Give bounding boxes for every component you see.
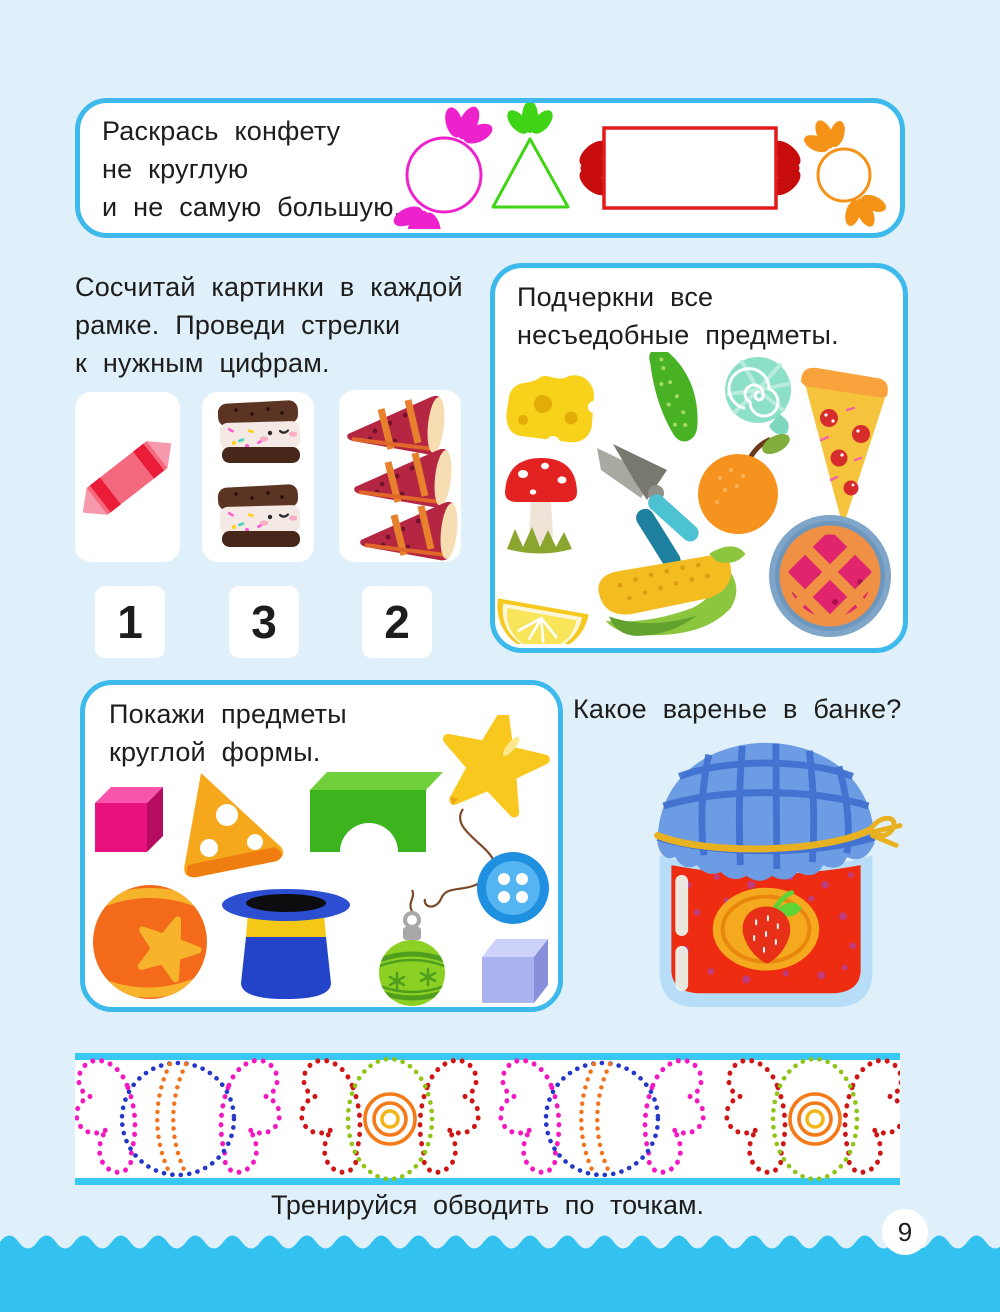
count-frame-ice-cream <box>202 392 314 562</box>
pruning-shears-icon <box>597 444 702 573</box>
round-orange-small-candy-icon <box>795 110 894 229</box>
task3-line1: Подчеркни все <box>517 282 714 312</box>
task4-box <box>80 680 563 1012</box>
jam-jar-icon <box>628 726 904 1014</box>
pizza-slice-icon <box>801 368 888 527</box>
round-magenta-candy-icon <box>392 103 502 229</box>
number-1: 1 <box>117 596 143 648</box>
number-3: 3 <box>251 596 277 648</box>
task1-box <box>75 98 905 238</box>
cheese-icon <box>506 375 600 450</box>
count-frame-pie <box>339 390 461 562</box>
wrapped-candy-icon <box>75 392 180 562</box>
pie-slices-icon <box>339 390 461 562</box>
page-number <box>882 1209 928 1255</box>
task4-line1: Покажи предметы <box>109 699 347 729</box>
tracing-caption: Тренируйся обводить по точкам. <box>270 1190 705 1220</box>
lavender-cube-icon <box>482 939 548 1003</box>
task2-line1: Сосчитай картинки в каждой <box>75 272 463 302</box>
number-2: 2 <box>384 596 410 648</box>
seashell-icon <box>725 357 791 434</box>
christmas-ornament-icon <box>377 890 447 1006</box>
cheese-wedge-icon <box>184 771 283 877</box>
dotted-candy-round-2 <box>501 1060 704 1175</box>
task4-items <box>85 715 558 1007</box>
task1-line1: Раскрась конфету <box>102 116 341 146</box>
task2-line3: к нужным цифрам. <box>75 348 330 378</box>
task3-items <box>495 352 900 644</box>
rectangle-red-candy-icon <box>575 128 805 208</box>
ice-cream-sandwiches-icon <box>202 392 314 562</box>
button-icon <box>477 852 549 924</box>
task2-line2: рамке. Проведи стрелки <box>75 310 401 340</box>
magenta-cube-icon <box>95 787 163 852</box>
tracing-strip <box>75 1053 900 1185</box>
task1-candies <box>392 103 897 229</box>
task4-line2: круглой формы. <box>109 737 321 767</box>
dotted-candy-round-1 <box>77 1060 280 1175</box>
footer-wave <box>0 1225 1000 1312</box>
cucumber-icon <box>631 352 714 444</box>
triangle-green-candy-icon <box>493 103 568 207</box>
number-tile-3 <box>229 586 299 658</box>
striped-ball-icon <box>87 885 213 999</box>
dotted-candy-oval-1 <box>302 1059 479 1179</box>
task2-text <box>75 268 463 382</box>
page-number-value: 9 <box>897 1217 913 1247</box>
dotted-candy-oval-2 <box>727 1059 900 1179</box>
task3-text <box>517 278 839 354</box>
task1-text <box>102 112 401 226</box>
task3-box <box>490 263 908 653</box>
arch-block-icon <box>310 772 443 852</box>
fly-agaric-mushroom-icon <box>505 458 577 554</box>
berry-pie-icon <box>760 507 900 642</box>
count-frame-candy <box>75 392 180 562</box>
task1-line3: и не самую большую. <box>102 192 402 222</box>
number-tile-1 <box>95 586 165 658</box>
top-hat-icon <box>222 889 350 999</box>
orange-icon <box>698 430 793 534</box>
task1-line2: не круглую <box>102 154 249 184</box>
number-tile-2 <box>362 586 432 658</box>
lemon-wedge-icon <box>495 598 589 644</box>
task5-question: Какое варенье в банке? <box>573 694 902 724</box>
task3-line2: несъедобные предметы. <box>517 320 839 350</box>
